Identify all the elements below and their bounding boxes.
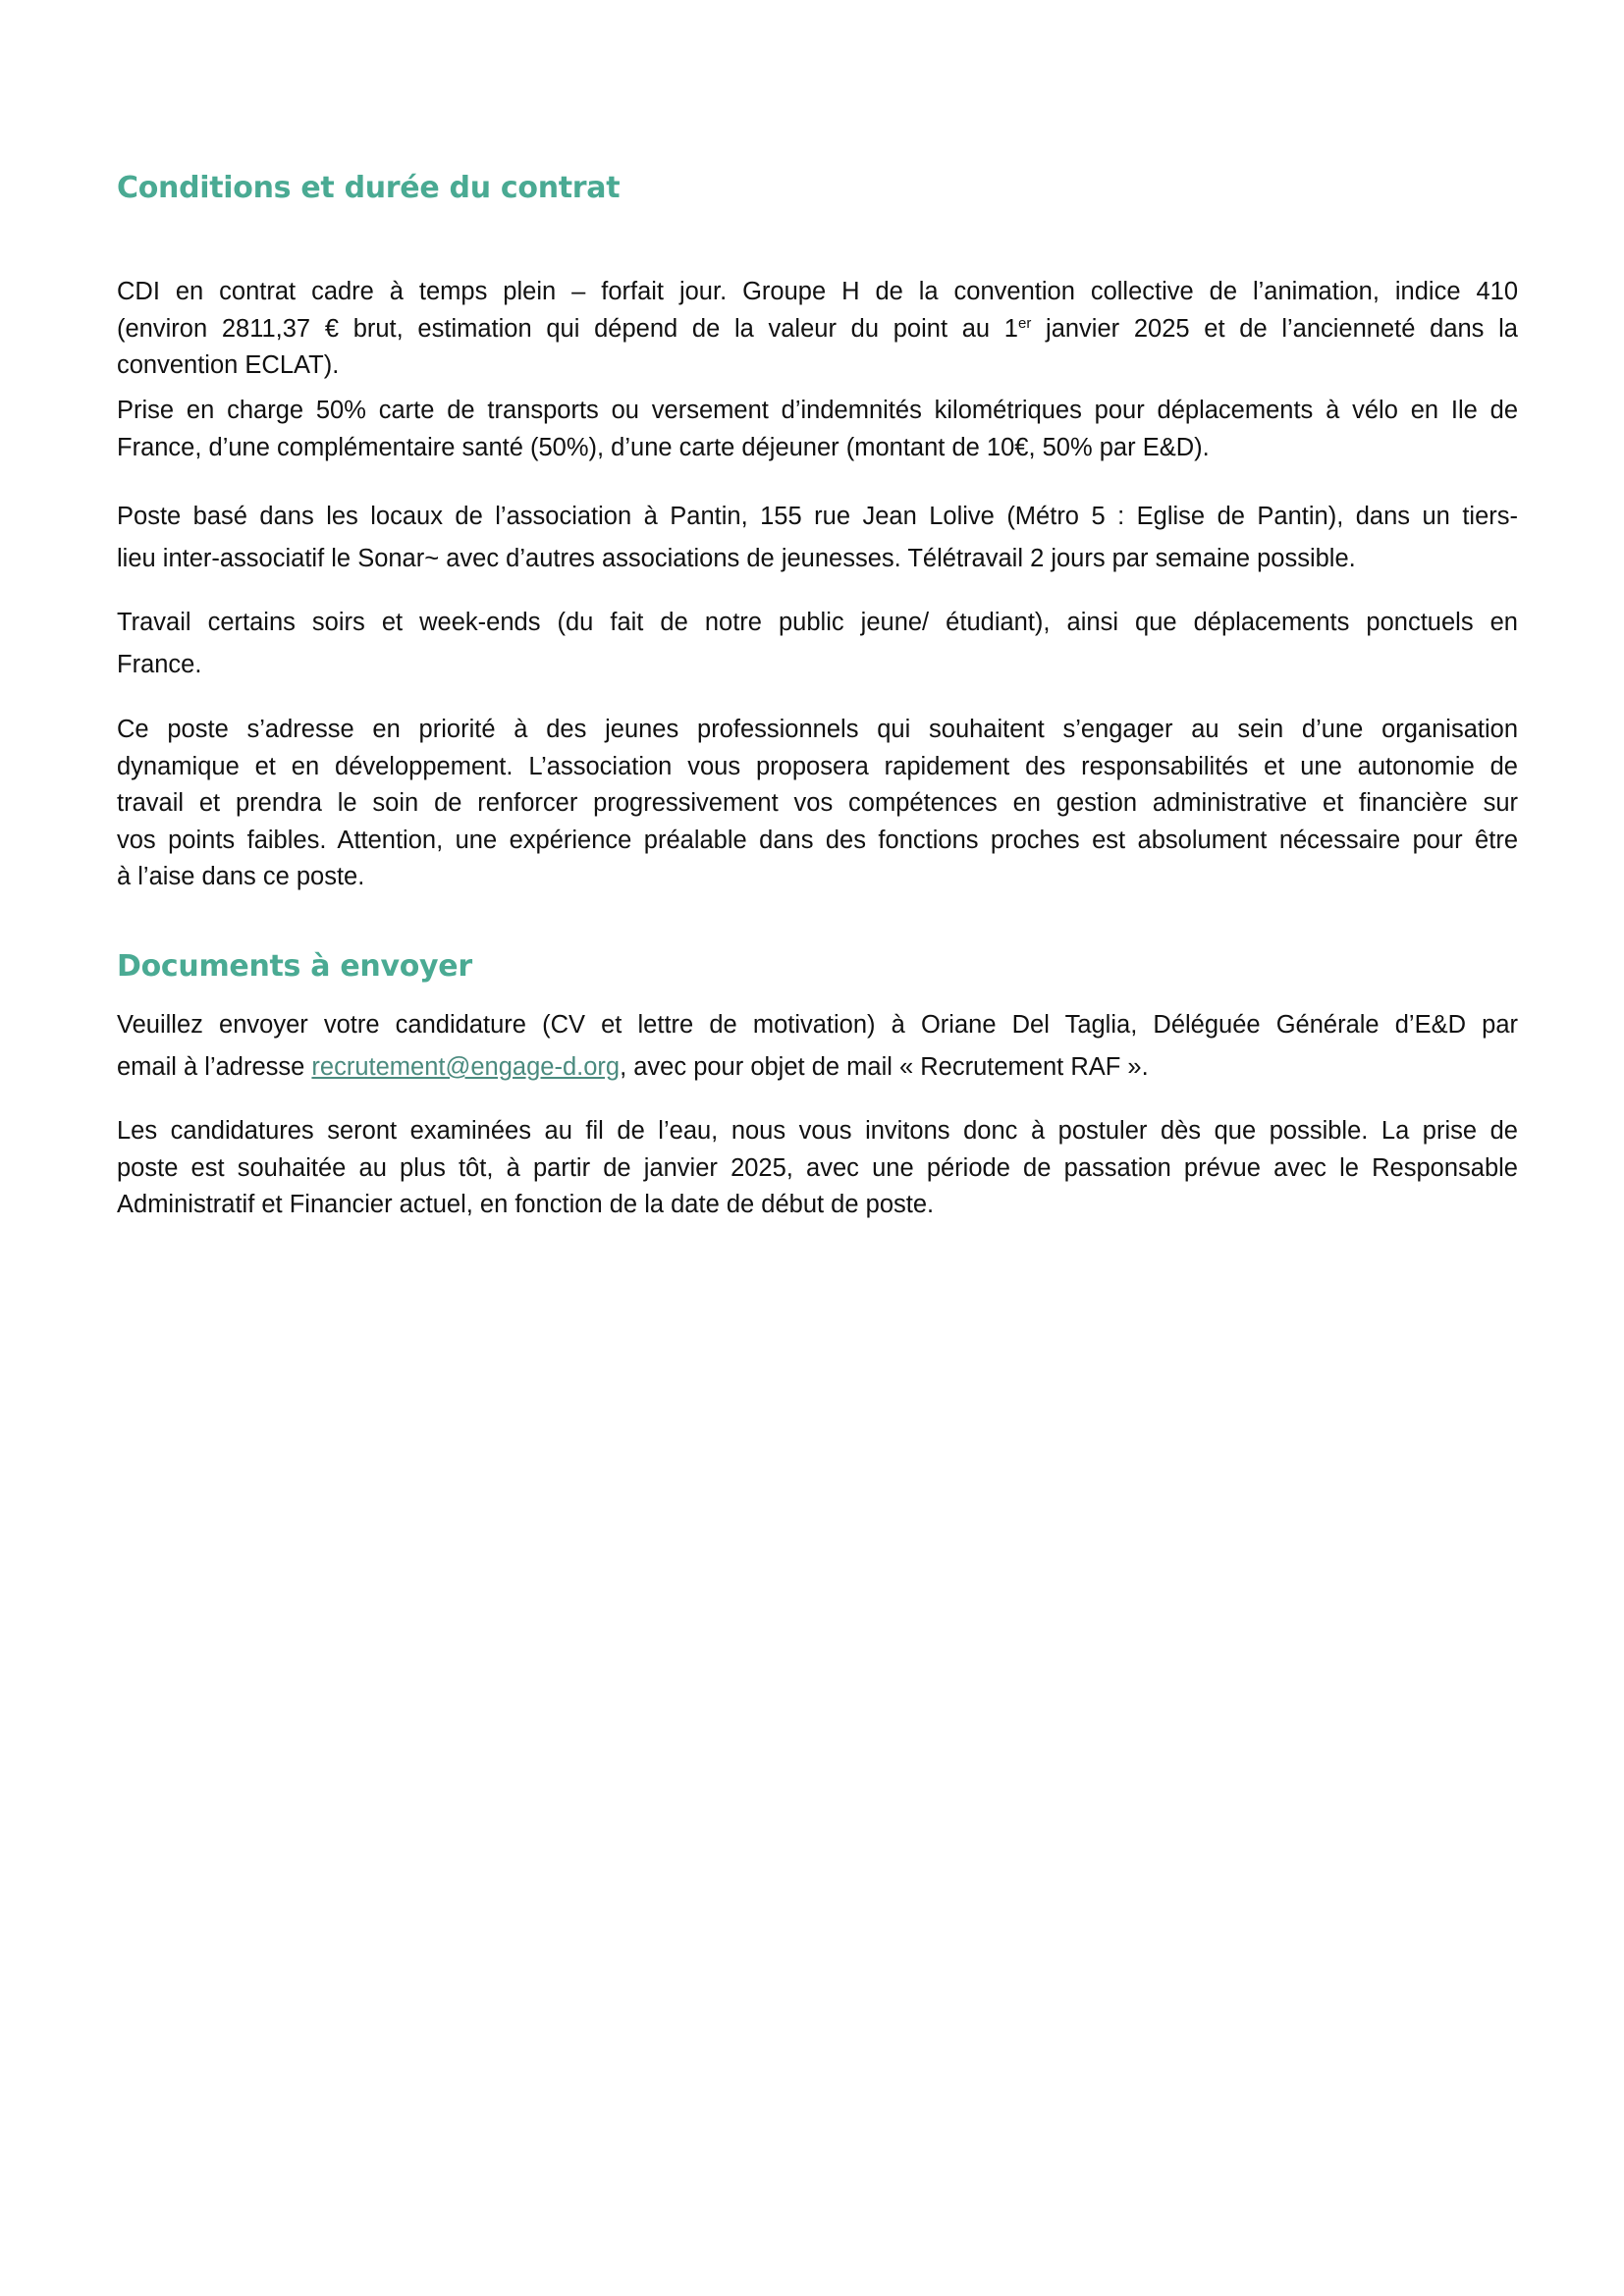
travel-paragraph <box>117 602 1518 686</box>
text-line: poste est souhaitée au plus tôt, à partir de janvier 2025, avec une période de passation prévue avec le Responsable <box>117 1153 1518 1182</box>
text-line: France. <box>117 651 202 678</box>
text-line: Travail certains soirs et week-ends (du fait de notre public jeune/ étudiant), ainsi que déplacements ponctuels en <box>117 609 1518 636</box>
text-line: dynamique et en développement. L’association vous proposera rapidement des responsabilités et une autonomie de <box>117 752 1518 780</box>
contract-paragraph <box>117 274 1518 385</box>
text-line: travail et prendra le soin de renforcer progressivement vos compétences en gestion administrative et financière sur <box>117 789 1518 817</box>
text-line: CDI en contrat cadre à temps plein – forfait jour. Groupe H de la convention collective de l’animation, indice 410 <box>117 278 1518 305</box>
text-line: Veuillez envoyer votre candidature (CV et lettre de motivation) à Oriane Del Taglia, Déléguée Générale d’E&D par <box>117 1011 1518 1039</box>
timing-paragraph <box>117 1113 1518 1224</box>
text-line: France, d’une complémentaire santé (50%), d’une carte déjeuner (montant de 10€, 50% par E&D). <box>117 433 1210 461</box>
benefits-paragraph <box>117 393 1518 466</box>
text-line: lieu inter-associatif le Sonar~ avec d’autres associations de jeunesses. Télétravail 2 jours par semaine possible. <box>117 545 1356 572</box>
email-link[interactable]: recrutement@engage-d.org <box>311 1053 621 1081</box>
text-line: Prise en charge 50% carte de transports ou versement d’indemnités kilométriques pour déplacements à vélo en Ile de <box>117 397 1518 424</box>
text-line: (environ 2811,37 € brut, estimation qui dépend de la valeur du point au 1er janvier 2025 et de l’ancienneté dans la <box>117 314 1518 343</box>
location-paragraph <box>117 496 1518 580</box>
text-line: convention ECLAT). <box>117 351 340 379</box>
application-paragraph <box>117 1004 1518 1089</box>
text-line: Poste basé dans les locaux de l’association à Pantin, 155 rue Jean Lolive (Métro 5 : Eglise de Pantin), dans un tiers- <box>117 503 1518 530</box>
ordinal-superscript: er <box>1017 314 1032 332</box>
text-line: à l’aise dans ce poste. <box>117 863 365 890</box>
text-line: email à l’adresse recrutement@engage-d.org, avec pour objet de mail « Recrutement RAF ». <box>117 1053 1149 1081</box>
section-heading-documents: Documents à envoyer <box>117 949 472 984</box>
text-line: vos points faibles. Attention, une expérience préalable dans des fonctions proches est absolument nécessaire pour être <box>117 826 1518 854</box>
text-line: Administratif et Financier actuel, en fonction de la date de début de poste. <box>117 1191 935 1218</box>
section-heading-conditions: Conditions et durée du contrat <box>117 171 621 205</box>
text-line: Ce poste s’adresse en priorité à des jeunes professionnels qui souhaitent s’engager au sein d’une organisation <box>117 716 1518 743</box>
text-line: Les candidatures seront examinées au fil de l’eau, nous vous invitons donc à postuler dès que possible. La prise de <box>117 1117 1518 1145</box>
profile-paragraph <box>117 712 1518 896</box>
